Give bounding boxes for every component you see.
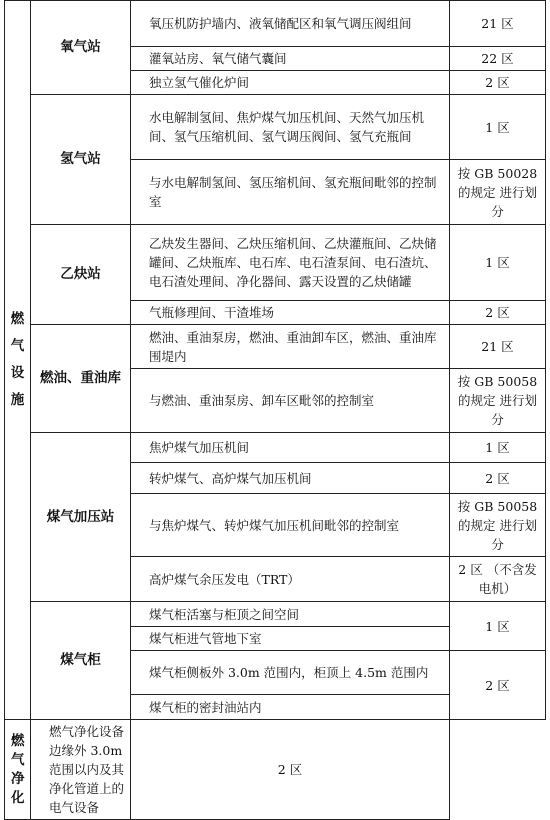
zone-cell: 21 区 bbox=[450, 1, 546, 47]
section-label-cell bbox=[5, 1, 31, 720]
description-cell: 独立氢气催化炉间 bbox=[131, 71, 450, 95]
zone-cell: 22 区 bbox=[450, 47, 546, 71]
description-cell: 氧压机防护墙内、液氧储配区和氧气调压阀组间 bbox=[131, 1, 450, 47]
description-cell: 煤气柜活塞与柜顶之间空间 bbox=[131, 602, 450, 627]
description-cell: 转炉煤气、高炉煤气加压机间 bbox=[131, 463, 450, 494]
description-cell: 水电解制氢间、焦炉煤气加压机间、天然气加压机间、氢气压缩机间、氢气调压阀间、氢气充瓶间 bbox=[131, 95, 450, 160]
category-cell: 煤气柜 bbox=[31, 602, 131, 720]
description-cell: 乙炔发生器间、乙炔压缩机间、乙炔灌瓶间、乙炔储罐间、乙炔瓶库、电石库、电石渣泵间、电石渣坑、电石渣处理间、净化器间、露天设置的乙炔储罐 bbox=[131, 225, 450, 301]
category-cell: 氧气站 bbox=[31, 1, 131, 95]
zone-cell: 2 区 （不含发电机） bbox=[450, 557, 546, 602]
category-cell: 煤气加压站 bbox=[31, 433, 131, 602]
table-row bbox=[5, 720, 546, 820]
zone-cell: 按 GB 50028 的规定 进行划分 bbox=[450, 160, 546, 225]
description-cell: 与焦炉煤气、转炉煤气加压机间毗邻的控制室 bbox=[131, 494, 450, 557]
table-row bbox=[5, 1, 546, 47]
description-cell: 煤气柜侧板外 3.0m 范围内，柜顶上 4.5m 范围内 bbox=[131, 651, 450, 695]
zone-cell: 2 区 bbox=[450, 651, 546, 720]
category-cell: 燃气净化 bbox=[5, 720, 31, 820]
table-row bbox=[5, 602, 546, 627]
description-cell: 高炉煤气余压发电（TRT） bbox=[131, 557, 450, 602]
zone-cell: 2 区 bbox=[450, 71, 546, 95]
table-row bbox=[5, 95, 546, 160]
zone-cell: 1 区 bbox=[450, 95, 546, 160]
description-cell: 与燃油、重油泵房、卸车区毗邻的控制室 bbox=[131, 369, 450, 433]
category-cell: 氢气站 bbox=[31, 95, 131, 225]
description-cell: 燃油、重油泵房，燃油、重油卸车区，燃油、重油库围堤内 bbox=[131, 325, 450, 369]
description-cell: 气瓶修理间、干渣堆场 bbox=[131, 301, 450, 325]
zone-cell: 按 GB 50058 的规定 进行划分 bbox=[450, 494, 546, 557]
table-row bbox=[5, 225, 546, 301]
table-row bbox=[5, 433, 546, 463]
description-cell: 与水电解制氢间、氢压缩机间、氢充瓶间毗邻的控制室 bbox=[131, 160, 450, 225]
zone-cell: 1 区 bbox=[450, 602, 546, 651]
zone-cell: 2 区 bbox=[450, 463, 546, 494]
zone-cell: 1 区 bbox=[450, 433, 546, 463]
description-cell: 煤气柜进气管地下室 bbox=[131, 627, 450, 651]
description-cell: 焦炉煤气加压机间 bbox=[131, 433, 450, 463]
zone-cell: 21 区 bbox=[450, 325, 546, 369]
category-cell: 燃油、重油库 bbox=[31, 325, 131, 433]
description-cell: 灌氧站房、氧气储气囊间 bbox=[131, 47, 450, 71]
category-cell: 乙炔站 bbox=[31, 225, 131, 325]
zone-cell: 2 区 bbox=[131, 720, 450, 820]
table-row bbox=[5, 325, 546, 369]
section-label: 燃气设施 bbox=[10, 311, 25, 408]
zone-cell: 2 区 bbox=[450, 301, 546, 325]
description-cell: 燃气净化设备边缘外 3.0m 范围以内及其净化管道上的电气设备 bbox=[31, 720, 131, 820]
zone-cell: 1 区 bbox=[450, 225, 546, 301]
zone-cell: 按 GB 50058 的规定 进行划分 bbox=[450, 369, 546, 433]
description-cell: 煤气柜的密封油站内 bbox=[131, 695, 450, 720]
hazard-zone-table bbox=[4, 0, 546, 820]
